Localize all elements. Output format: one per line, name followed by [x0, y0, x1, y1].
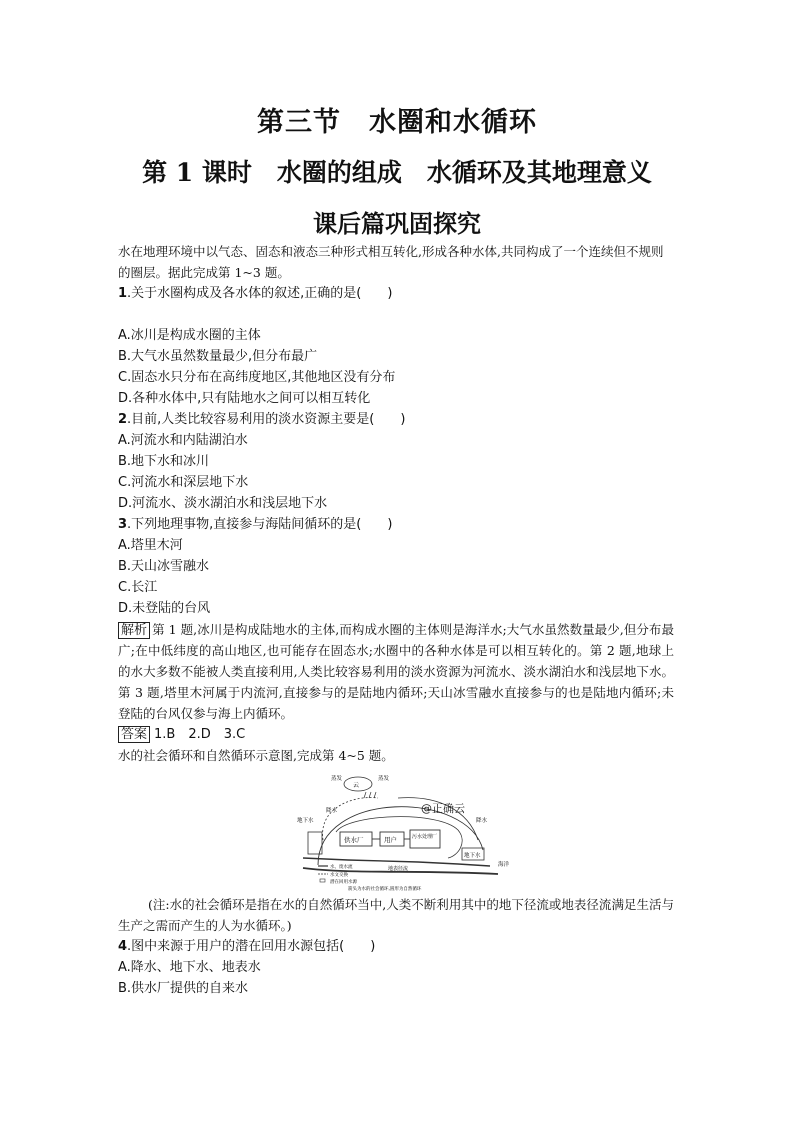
evap-label-2: 蒸发 [378, 776, 390, 782]
q4-option-b: B.供水厂提供的自来水 [118, 981, 249, 996]
question-3-stem [118, 514, 674, 535]
rain-icon [364, 792, 376, 798]
content [118, 241, 674, 999]
water-cycle-diagram [118, 770, 674, 894]
river-label: 地表径流 [388, 866, 409, 872]
question-4-number: 4 [118, 939, 128, 954]
q3-option-a: A.塔里木河 [118, 538, 183, 553]
q3-option-c: C.长江 [118, 580, 158, 595]
legend-4: 箭头为水的社会循环,圆形为自然循环 [348, 887, 422, 892]
section-title: 第三节 水圈和水循环 [257, 107, 537, 138]
figure-note: (注:水的社会循环是指在水的自然循环当中,人类不断利用其中的地下径流或地表径流满足生活与生产之需而产生的人为水循环。) [118, 897, 674, 933]
analysis-tag: 解析 [118, 622, 150, 639]
question-1-text: .关于水圈构成及各水体的叙述,正确的是( ) [127, 286, 393, 301]
user-label: 用户 [384, 836, 397, 844]
cloud-label: 云 [353, 782, 360, 789]
natural-cycle-arc [318, 807, 483, 865]
groundwater-label: 地下水 [464, 853, 481, 859]
lesson-title: 第 1 课时 水圈的组成 水循环及其地理意义 [142, 158, 652, 187]
q1-option-a: A.冰川是构成水圈的主体 [118, 328, 261, 343]
q2-option-d: D.河流水、淡水湖泊水和浅层地下水 [118, 496, 328, 511]
legend-3: 潜在回用水源 [330, 880, 357, 885]
q2-option-b: B.地下水和冰川 [118, 454, 210, 469]
q2-option-a: A.河流水和内陆湖泊水 [118, 433, 248, 448]
q1-option-b: B.大气水虽然数量最少,但分布最广 [118, 349, 318, 364]
watermark: @正确云 [421, 802, 465, 815]
question-3-text: .下列地理事物,直接参与海陆间循环的是( ) [127, 517, 393, 532]
sewage-label: 污水处理厂 [412, 834, 438, 840]
water-plant-label: 供水厂 [344, 836, 364, 844]
q1-option-c: C.固态水只分布在高纬度地区,其他地区没有分布 [118, 370, 396, 385]
evap-label-1: 蒸发 [331, 776, 343, 782]
question-4-stem [118, 936, 674, 957]
analysis-text: 第 1 题,冰川是构成陆地水的主体,而构成水圈的主体则是海洋水;大气水虽然数量最少,但分布最广;在中低纬度的高山地区,也可能存在固态水;水圈中的各种水体是可以相互转化的。第 2 题,地球上的水大多数不能被人类直接利用,人类比较容易利用的淡水资源为河流水、淡水湖泊水和浅层地下水。第 3 题,塔里木河属于内流河,直接参与的是陆地内循环;天山冰雪融水直接参与的也是陆地内循环;未登陆的台风仅参与海上内循环。 [118, 622, 674, 721]
question-3-number: 3 [118, 517, 128, 532]
answer [118, 724, 674, 745]
question-2-stem [118, 409, 674, 430]
groundwater-top-label: 地下水 [297, 818, 314, 824]
answer-text: 1.B 2.D 3.C [154, 727, 246, 742]
q3-option-b: B.天山冰雪融水 [118, 559, 210, 574]
rain-label-2: 降水 [476, 818, 488, 824]
question-2-number: 2 [118, 412, 128, 427]
q4-option-a: A.降水、地下水、地表水 [118, 960, 261, 975]
sea-label: 海洋 [498, 862, 510, 868]
question-2-text: .目前,人类比较容易利用的淡水资源主要是( ) [127, 412, 406, 427]
q3-option-d: D.未登陆的台风 [118, 601, 211, 616]
question-4-text: .图中来源于用户的潜在回用水源包括( ) [127, 939, 376, 954]
question-1-stem [118, 283, 674, 304]
spacer [118, 304, 674, 325]
legend-2: 水文交换 [330, 873, 348, 878]
answer-tag: 答案 [118, 726, 150, 743]
part-title: 课后篇巩固探究 [313, 209, 481, 238]
intro-paragraph-1: 水在地理环境中以气态、固态和液态三种形式相互转化,形成各种水体,共同构成了一个连续但不规则的圈层。据此完成第 1~3 题。 [118, 244, 664, 280]
legend-1: 水、废水流 [330, 865, 353, 870]
analysis [118, 619, 674, 724]
legend-box-3 [320, 879, 325, 882]
rain-label: 降水 [326, 808, 338, 814]
question-1-number: 1 [118, 286, 128, 301]
q2-option-c: C.河流水和深层地下水 [118, 475, 249, 490]
water-cycle-figure [118, 770, 674, 894]
q1-option-d: D.各种水体中,只有陆地水之间可以相互转化 [118, 391, 371, 406]
intro-paragraph-2: 水的社会循环和自然循环示意图,完成第 4~5 题。 [118, 748, 394, 763]
